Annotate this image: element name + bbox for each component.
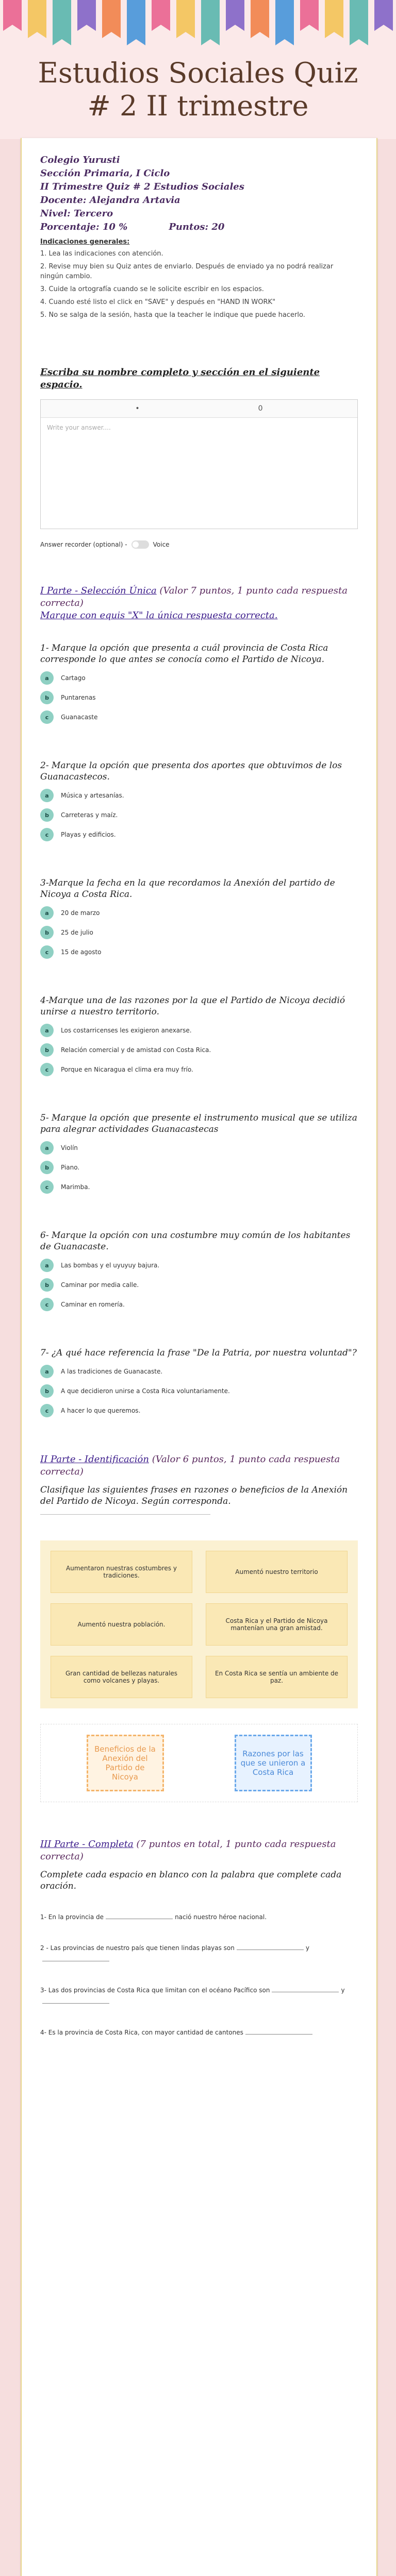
option-c[interactable] [40, 1298, 358, 1311]
option-text: Relación comercial y de amistad con Costa Rica. [61, 1046, 211, 1054]
fill-sentence-3: 3- Las dos provincias de Costa Rica que limitan con el océano Pacífico son y [40, 1985, 358, 2007]
question-1: 1- Marque la opción que presenta a cuál provincia de Costa Rica corresponde lo que antes se conocía como el Partido de Nicoya. [40, 643, 328, 665]
option-letter-badge: c [40, 710, 54, 724]
bin-benefits[interactable]: Beneficios de la Anexión del Partido de Nicoya [87, 1735, 164, 1791]
option-letter-badge: b [40, 1278, 54, 1292]
option-text: 20 de marzo [61, 909, 100, 917]
question-5: 5- Marque la opción que presente el instrumento musical que se utiliza para alegrar actividades Guanacastecas [40, 1113, 357, 1134]
answer-recorder: Answer recorder (optional) - Voice [40, 541, 170, 548]
part1-heading: I Parte - Selección Única (Valor 7 puntos, 1 punto cada respuesta correcta) Marque con equis "X" la única respuesta correcta. [40, 585, 348, 621]
option-b[interactable] [40, 1043, 358, 1057]
fill-sentence-2: 2 - Las provincias de nuestro país que tienen lindas playas son y [40, 1942, 358, 1965]
instruction-item: 2. Revise muy bien su Quiz antes de enviarlo. Después de enviado ya no podrá realizar ningún cambio. [40, 263, 334, 280]
question-6: 6- Marque la opción con una costumbre muy común de los habitantes de Guanacaste. [40, 1230, 351, 1252]
name-section-title: Escriba su nombre completo y sección en el siguiente espacio. [40, 367, 320, 390]
option-text: Violín [61, 1144, 78, 1151]
option-b[interactable] [40, 1278, 358, 1292]
option-b[interactable] [40, 691, 358, 704]
toolbar-bullet[interactable]: • [135, 404, 140, 413]
option-text: A hacer lo que queremos. [61, 1407, 141, 1414]
answer-placeholder: Write your answer.... [47, 424, 111, 431]
fill-sentence-1: 1- En la provincia de nació nuestro héroe nacional. [40, 1913, 267, 1921]
classification-cards [40, 1540, 358, 1708]
option-letter-badge: a [40, 1141, 54, 1155]
instruction-item: 1. Lea las indicaciones con atención. [40, 250, 163, 258]
option-c[interactable] [40, 1063, 358, 1076]
option-text: Playas y edificios. [61, 831, 116, 838]
option-letter-badge: a [40, 1365, 54, 1378]
blank-input[interactable] [42, 2003, 109, 2004]
option-letter-badge: a [40, 671, 54, 685]
option-a[interactable] [40, 671, 358, 685]
option-letter-badge: b [40, 1161, 54, 1174]
option-c[interactable] [40, 710, 358, 724]
option-text: Música y artesanías. [61, 792, 124, 799]
option-text: 15 de agosto [61, 948, 102, 956]
option-b[interactable] [40, 808, 358, 822]
option-a[interactable] [40, 1365, 358, 1378]
questions-list [40, 642, 358, 1417]
fill-blanks [40, 1911, 358, 2038]
bin-reasons[interactable]: Razones por las que se unieron a Costa Rica [235, 1735, 312, 1791]
option-letter-badge: a [40, 906, 54, 920]
option-letter-badge: c [40, 1180, 54, 1194]
general-instructions [40, 249, 358, 320]
option-c[interactable] [40, 945, 358, 959]
option-text: Puntarenas [61, 694, 96, 701]
quiz-document [21, 138, 377, 2576]
question-4: 4-Marque una de las razones por la que el Partido de Nicoya decidió unirse a nuestro territorio. [40, 995, 345, 1017]
decorative-flags-icon [0, 0, 396, 62]
instruction-item: 5. No se salga de la sesión, hasta que la teacher le indique que puede hacerlo. [40, 311, 305, 319]
voice-toggle[interactable] [131, 540, 149, 549]
draggable-card[interactable]: Aumentó nuestra población. [51, 1603, 192, 1646]
option-text: Los costarricenses les exigieron anexarse. [61, 1027, 192, 1034]
option-letter-badge: b [40, 691, 54, 704]
option-text: Caminar en romería. [61, 1301, 125, 1308]
option-a[interactable] [40, 789, 358, 802]
part3-heading: III Parte - Completa (7 puntos en total, 1 punto cada respuesta correcta) Complete cada espacio en blanco con la palabra que complete cada oración. [40, 1839, 342, 1891]
general-instructions-title: Indicaciones generales: [40, 238, 130, 246]
draggable-card[interactable]: Gran cantidad de bellezas naturales como volcanes y playas. [51, 1656, 192, 1698]
option-letter-badge: b [40, 926, 54, 939]
option-b[interactable] [40, 1384, 358, 1398]
option-text: Porque en Nicaragua el clima era muy frío. [61, 1066, 193, 1073]
option-text: A las tradiciones de Guanacaste. [61, 1368, 163, 1375]
option-letter-badge: a [40, 1024, 54, 1037]
option-text: Piano. [61, 1164, 80, 1171]
option-text: Caminar por media calle. [61, 1281, 139, 1289]
option-letter-badge: b [40, 1043, 54, 1057]
instruction-item: 4. Cuando esté listo el click en "SAVE" y después en "HAND IN WORK" [40, 298, 276, 306]
option-letter-badge: c [40, 828, 54, 841]
option-a[interactable] [40, 1141, 358, 1155]
option-a[interactable] [40, 1259, 358, 1272]
option-text: A que decidieron unirse a Costa Rica voluntariamente. [61, 1387, 230, 1395]
question-3: 3-Marque la fecha en la que recordamos la Anexión del partido de Nicoya a Costa Rica. [40, 878, 335, 900]
option-letter-badge: c [40, 1298, 54, 1311]
option-letter-badge: c [40, 945, 54, 959]
name-answer-box[interactable] [40, 399, 358, 529]
toolbar-number[interactable]: 0 [258, 404, 263, 413]
divider [40, 1514, 210, 1515]
option-letter-badge: a [40, 1259, 54, 1272]
answer-toolbar [41, 400, 357, 418]
instruction-item: 3. Cuide la ortografía cuando se le solicite escribir en los espacios. [40, 285, 264, 293]
draggable-card[interactable]: Aumentaron nuestras costumbres y tradiciones. [51, 1551, 192, 1593]
part2-heading: II Parte - Identificación (Valor 6 puntos, 1 punto cada respuesta correcta) Clasifique las siguientes frases en razones o beneficios de la Anexión del Partido de Nicoya. Según corresponda. [40, 1453, 358, 1515]
drop-area [40, 1724, 358, 1802]
option-text: 25 de julio [61, 929, 93, 936]
blank-input[interactable] [245, 2034, 312, 2035]
option-c[interactable] [40, 1404, 358, 1417]
option-letter-badge: a [40, 789, 54, 802]
option-a[interactable] [40, 906, 358, 920]
option-text: Carreteras y maíz. [61, 811, 118, 819]
fill-sentence-4: 4- Es la provincia de Costa Rica, con mayor cantidad de cantones [40, 2027, 358, 2038]
question-7: 7- ¿A qué hace referencia la frase "De la Patria, por nuestra voluntad"? [40, 1348, 357, 1358]
option-c[interactable] [40, 1180, 358, 1194]
option-a[interactable] [40, 1024, 358, 1037]
draggable-card[interactable]: Costa Rica y el Partido de Nicoya mantenían una gran amistad. [206, 1603, 348, 1646]
question-2: 2- Marque la opción que presenta dos aportes que obtuvimos de los Guanacastecos. [40, 760, 342, 782]
option-letter-badge: c [40, 1404, 54, 1417]
option-letter-badge: b [40, 1384, 54, 1398]
option-letter-badge: c [40, 1063, 54, 1076]
quiz-info: Colegio Yurusti Sección Primaria, I Ciclo II Trimestre Quiz # 2 Estudios Sociales Docente: Alejandra Artavia Nivel: Tercero Porcentaje: 10 % Puntos: 20 [40, 155, 244, 232]
option-text: Marimba. [61, 1183, 90, 1191]
draggable-card[interactable]: En Costa Rica se sentía un ambiente de paz. [206, 1656, 348, 1698]
option-c[interactable] [40, 828, 358, 841]
option-text: Las bombas y el uyuyuy bajura. [61, 1262, 160, 1269]
header-banner [0, 0, 396, 139]
option-letter-badge: b [40, 808, 54, 822]
draggable-card[interactable]: Aumentó nuestro territorio [206, 1551, 348, 1593]
option-b[interactable] [40, 1161, 358, 1174]
page-title: Estudios Sociales Quiz # 2 II trimestre [38, 57, 358, 122]
option-b[interactable] [40, 926, 358, 939]
option-text: Cartago [61, 674, 86, 682]
option-text: Guanacaste [61, 714, 98, 721]
